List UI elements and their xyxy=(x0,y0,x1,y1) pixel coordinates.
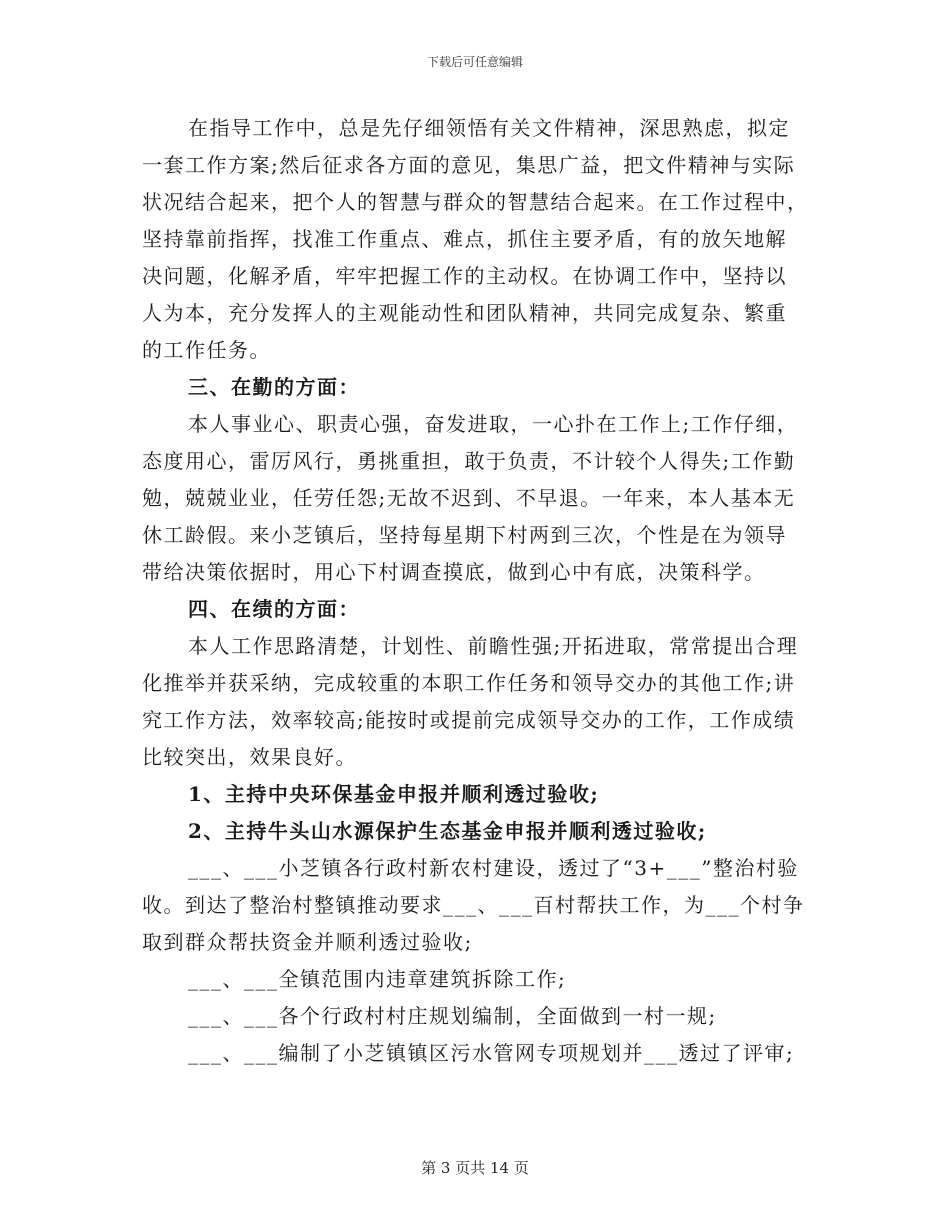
paragraph-line: 勉，兢兢业业，任劳任怨;无故不迟到、不早退。一年来，本人基本无 xyxy=(142,486,796,510)
paragraph-line: 决问题，化解矛盾，牢牢把握工作的主动权。在协调工作中，坚持以 xyxy=(142,264,787,288)
paragraph-line: 状况结合起来，把个人的智慧与群众的智慧结合起来。在工作过程中， xyxy=(142,190,809,214)
section-heading-diligence: 三、在勤的方面： xyxy=(188,375,360,399)
paragraph-line: 人为本，充分发挥人的主观能动性和团队精神，共同完成复杂、繁重 xyxy=(142,301,787,325)
paragraph-line: 取到群众帮扶资金并顺利透过验收; xyxy=(142,930,473,954)
paragraph-line: 究工作方法，效率较高;能按时或提前完成领导交办的工作，工作成绩 xyxy=(142,708,796,732)
list-item-2: 2、主持牛头山水源保护生态基金申报并顺利透过验收; xyxy=(188,819,707,843)
paragraph-line: ___、___小芝镇各行政村新农村建设，透过了“3+___”整治村验 xyxy=(188,856,799,880)
paragraph-line: 收。到达了整治村整镇推动要求___、___百村帮扶工作，为___个村争 xyxy=(142,893,805,917)
paragraph-line: 休工龄假。来小芝镇后，坚持每星期下村两到三次，个性是在为领导 xyxy=(142,523,787,547)
paragraph-line: 坚持靠前指挥，找准工作重点、难点，抓住主要矛盾，有的放矢地解 xyxy=(142,227,787,251)
paragraph-line: 本人工作思路清楚，计划性、前瞻性强;开拓进取，常常提出合理 xyxy=(188,634,799,658)
page-header: 下载后可任意编辑 xyxy=(426,55,523,69)
paragraph-line: 的工作任务。 xyxy=(142,338,271,362)
paragraph-line: ___、___全镇范围内违章建筑拆除工作; xyxy=(188,967,567,991)
paragraph-line: ___、___各个行政村村庄规划编制，全面做到一村一规; xyxy=(188,1004,717,1028)
paragraph-line: 比较突出，效果良好。 xyxy=(142,745,357,769)
paragraph-line: 化推举并获采纳，完成较重的本职工作任务和领导交办的其他工作;讲 xyxy=(142,671,796,695)
section-heading-performance: 四、在绩的方面： xyxy=(188,597,360,621)
paragraph-line: 本人事业心、职责心强，奋发进取，一心扑在工作上;工作仔细， xyxy=(188,412,799,436)
paragraph-line: 带给决策依据时，用心下村调查摸底，做到心中有底，决策科学。 xyxy=(142,560,766,584)
document-body xyxy=(142,110,810,1072)
page-footer: 第 3 页共 14 页 xyxy=(421,1159,529,1177)
paragraph-line: 态度用心，雷厉风行，勇挑重担，敢于负责，不计较个人得失;工作勤 xyxy=(142,449,796,473)
list-item-1: 1、主持中央环保基金申报并顺利透过验收; xyxy=(188,782,600,806)
paragraph-line: 一套工作方案;然后征求各方面的意见，集思广益，把文件精神与实际 xyxy=(142,153,796,177)
paragraph-line: 在指导工作中，总是先仔细领悟有关文件精神，深思熟虑，拟定 xyxy=(188,116,790,140)
paragraph-line: ___、___编制了小芝镇镇区污水管网专项规划并___透过了评审; xyxy=(188,1041,795,1065)
